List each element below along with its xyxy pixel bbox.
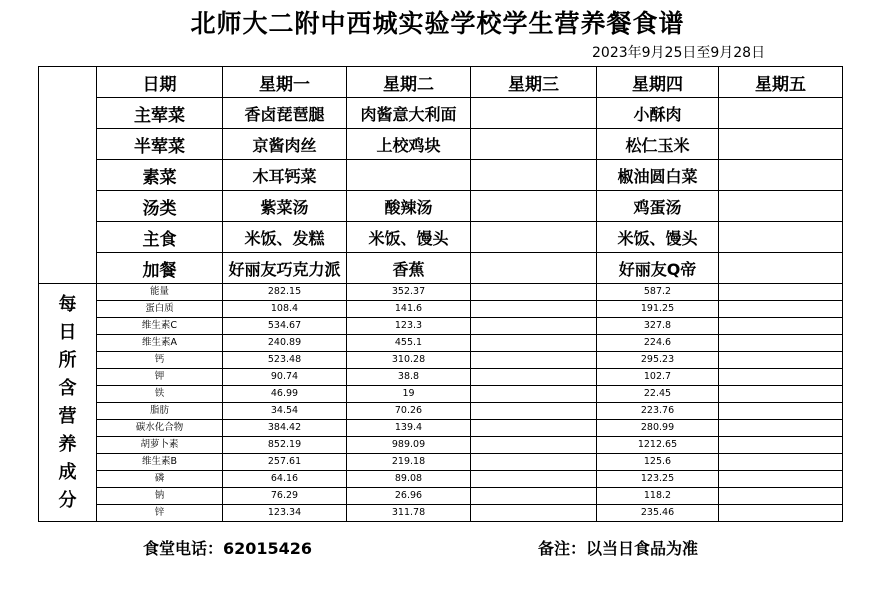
- nutrient-value: [471, 471, 597, 488]
- menu-dish: 米饭、发糕: [223, 222, 347, 253]
- nutrient-value: 118.2: [597, 488, 719, 505]
- nutrient-value: 523.48: [223, 352, 347, 369]
- nutrient-value: 125.6: [597, 454, 719, 471]
- nutrient-value: 141.6: [347, 301, 471, 318]
- nutrient-value: 26.96: [347, 488, 471, 505]
- nutrient-value: 123.3: [347, 318, 471, 335]
- nutrient-value: 240.89: [223, 335, 347, 352]
- nutrient-value: 219.18: [347, 454, 471, 471]
- menu-dish: 京酱肉丝: [223, 129, 347, 160]
- menu-dish: [719, 253, 843, 284]
- nutrient-value: 257.61: [223, 454, 347, 471]
- nutrient-value: [719, 386, 843, 403]
- nutrient-name: 维生素A: [97, 335, 223, 352]
- header-day: 星期五: [719, 67, 843, 98]
- nutrient-value: 19: [347, 386, 471, 403]
- menu-dish: 香卤琵琶腿: [223, 98, 347, 129]
- nutrient-value: 191.25: [597, 301, 719, 318]
- nutrient-value: 224.6: [597, 335, 719, 352]
- nutrient-value: 89.08: [347, 471, 471, 488]
- page-title: 北师大二附中西城实验学校学生营养餐食谱: [190, 9, 685, 38]
- nutrient-value: 311.78: [347, 505, 471, 522]
- nutrient-value: 102.7: [597, 369, 719, 386]
- menu-row: [39, 222, 843, 253]
- nutrition-row: [39, 301, 843, 318]
- nutrition-row: [39, 386, 843, 403]
- nutrient-name: 维生素B: [97, 454, 223, 471]
- nutrient-name: 胡萝卜素: [97, 437, 223, 454]
- nutrition-row: [39, 471, 843, 488]
- menu-dish: [471, 160, 597, 191]
- menu-dish: 椒油圆白菜: [597, 160, 719, 191]
- nutrition-row: [39, 352, 843, 369]
- nutrition-row: [39, 284, 843, 301]
- nutrient-value: 235.46: [597, 505, 719, 522]
- nutrient-value: [471, 318, 597, 335]
- nutrient-value: 108.4: [223, 301, 347, 318]
- menu-row: [39, 253, 843, 284]
- nutrient-name: 磷: [97, 471, 223, 488]
- header-row: [39, 67, 843, 98]
- nutrient-value: 282.15: [223, 284, 347, 301]
- menu-row: [39, 98, 843, 129]
- nutrient-name: 脂肪: [97, 403, 223, 420]
- nutrient-value: [471, 284, 597, 301]
- nutrient-value: [719, 471, 843, 488]
- nutrient-value: [471, 403, 597, 420]
- nutrient-name: 钾: [97, 369, 223, 386]
- nutrient-name: 锌: [97, 505, 223, 522]
- nutrition-row: [39, 488, 843, 505]
- nutrient-value: 327.8: [597, 318, 719, 335]
- menu-dish: 紫菜汤: [223, 191, 347, 222]
- nutrient-value: [471, 352, 597, 369]
- menu-dish: [471, 129, 597, 160]
- nutrition-row: [39, 403, 843, 420]
- nutrient-value: [719, 505, 843, 522]
- nutrient-value: 280.99: [597, 420, 719, 437]
- nutrient-value: 852.19: [223, 437, 347, 454]
- nutrition-row: [39, 335, 843, 352]
- nutrient-value: [719, 352, 843, 369]
- nutrient-value: 989.09: [347, 437, 471, 454]
- nutrient-value: [471, 420, 597, 437]
- nutrient-value: [471, 369, 597, 386]
- date-range: 2023年9月25日至9月28日: [592, 45, 766, 61]
- nutrition-title-cell: [39, 284, 97, 522]
- nutrient-value: 223.76: [597, 403, 719, 420]
- menu-dish: 米饭、馒头: [347, 222, 471, 253]
- nutrient-value: 352.37: [347, 284, 471, 301]
- menu-dish: 香蕉: [347, 253, 471, 284]
- nutrient-value: 70.26: [347, 403, 471, 420]
- menu-category: 汤类: [97, 191, 223, 222]
- nutrient-value: 90.74: [223, 369, 347, 386]
- menu-dish: [719, 129, 843, 160]
- footer-note: 备注：以当日食品为准: [538, 539, 699, 558]
- nutrient-name: 钠: [97, 488, 223, 505]
- menu-dish: 鸡蛋汤: [597, 191, 719, 222]
- menu-dish: 肉酱意大利面: [347, 98, 471, 129]
- nutrient-value: [471, 454, 597, 471]
- nutrient-value: 76.29: [223, 488, 347, 505]
- nutrition-row: [39, 437, 843, 454]
- nutrient-name: 蛋白质: [97, 301, 223, 318]
- nutrient-value: 123.34: [223, 505, 347, 522]
- menu-dish: 木耳钙菜: [223, 160, 347, 191]
- nutrient-value: 123.25: [597, 471, 719, 488]
- menu-dish: [471, 191, 597, 222]
- menu-category: 加餐: [97, 253, 223, 284]
- nutrient-value: [471, 505, 597, 522]
- header-date: 日期: [97, 67, 223, 98]
- menu-category: 主荤菜: [97, 98, 223, 129]
- nutrient-value: 534.67: [223, 318, 347, 335]
- nutrient-name: 碳水化合物: [97, 420, 223, 437]
- nutrition-row: [39, 505, 843, 522]
- menu-category: 半荤菜: [97, 129, 223, 160]
- nutrient-name: 钙: [97, 352, 223, 369]
- menu-dish: [347, 160, 471, 191]
- nutrient-value: [471, 386, 597, 403]
- menu-dish: 米饭、馒头: [597, 222, 719, 253]
- header-day: 星期四: [597, 67, 719, 98]
- nutrient-value: 587.2: [597, 284, 719, 301]
- menu-dish: 好丽友Q帝: [597, 253, 719, 284]
- nutrition-row: [39, 369, 843, 386]
- nutrient-name: 能量: [97, 284, 223, 301]
- nutrient-value: 295.23: [597, 352, 719, 369]
- nutrient-value: 34.54: [223, 403, 347, 420]
- nutrition-title: 每日所含营养成分: [58, 293, 77, 511]
- nutrient-value: [719, 437, 843, 454]
- nutrient-value: [719, 284, 843, 301]
- nutrient-name: 维生素C: [97, 318, 223, 335]
- menu-category: 主食: [97, 222, 223, 253]
- menu-row: [39, 160, 843, 191]
- nutrient-value: 455.1: [347, 335, 471, 352]
- menu-dish: [471, 222, 597, 253]
- menu-row: [39, 191, 843, 222]
- nutrition-row: [39, 420, 843, 437]
- menu-row: [39, 129, 843, 160]
- nutrient-value: 46.99: [223, 386, 347, 403]
- menu-dish: [719, 222, 843, 253]
- menu-dish: 小酥肉: [597, 98, 719, 129]
- nutrient-value: [719, 488, 843, 505]
- nutrient-value: [719, 403, 843, 420]
- menu-category: 素菜: [97, 160, 223, 191]
- menu-dish: [719, 98, 843, 129]
- header-day: 星期二: [347, 67, 471, 98]
- nutrient-value: 38.8: [347, 369, 471, 386]
- menu-dish: 松仁玉米: [597, 129, 719, 160]
- nutrient-value: [471, 301, 597, 318]
- nutrient-value: [471, 437, 597, 454]
- menu-dish: [471, 98, 597, 129]
- header-day: 星期一: [223, 67, 347, 98]
- nutrient-value: [471, 488, 597, 505]
- nutrient-value: 1212.65: [597, 437, 719, 454]
- menu-dish: [471, 253, 597, 284]
- nutrient-value: 22.45: [597, 386, 719, 403]
- nutrient-value: [719, 318, 843, 335]
- nutrition-row: [39, 318, 843, 335]
- nutrition-row: [39, 454, 843, 471]
- nutrient-name: 铁: [97, 386, 223, 403]
- menu-table: [38, 66, 843, 522]
- menu-dish: 上校鸡块: [347, 129, 471, 160]
- nutrient-value: 384.42: [223, 420, 347, 437]
- menu-dish: 好丽友巧克力派: [223, 253, 347, 284]
- nutrient-value: [719, 369, 843, 386]
- nutrient-value: [719, 420, 843, 437]
- canteen-phone: 食堂电话：62015426: [143, 539, 313, 558]
- menu-dish: 酸辣汤: [347, 191, 471, 222]
- nutrient-value: [471, 335, 597, 352]
- nutrient-value: [719, 335, 843, 352]
- nutrient-value: [719, 454, 843, 471]
- nutrient-value: [719, 301, 843, 318]
- nutrient-value: 64.16: [223, 471, 347, 488]
- menu-dish: [719, 191, 843, 222]
- nutrient-value: 139.4: [347, 420, 471, 437]
- menu-side-cell: [39, 67, 97, 284]
- nutrient-value: 310.28: [347, 352, 471, 369]
- menu-dish: [719, 160, 843, 191]
- header-day: 星期三: [471, 67, 597, 98]
